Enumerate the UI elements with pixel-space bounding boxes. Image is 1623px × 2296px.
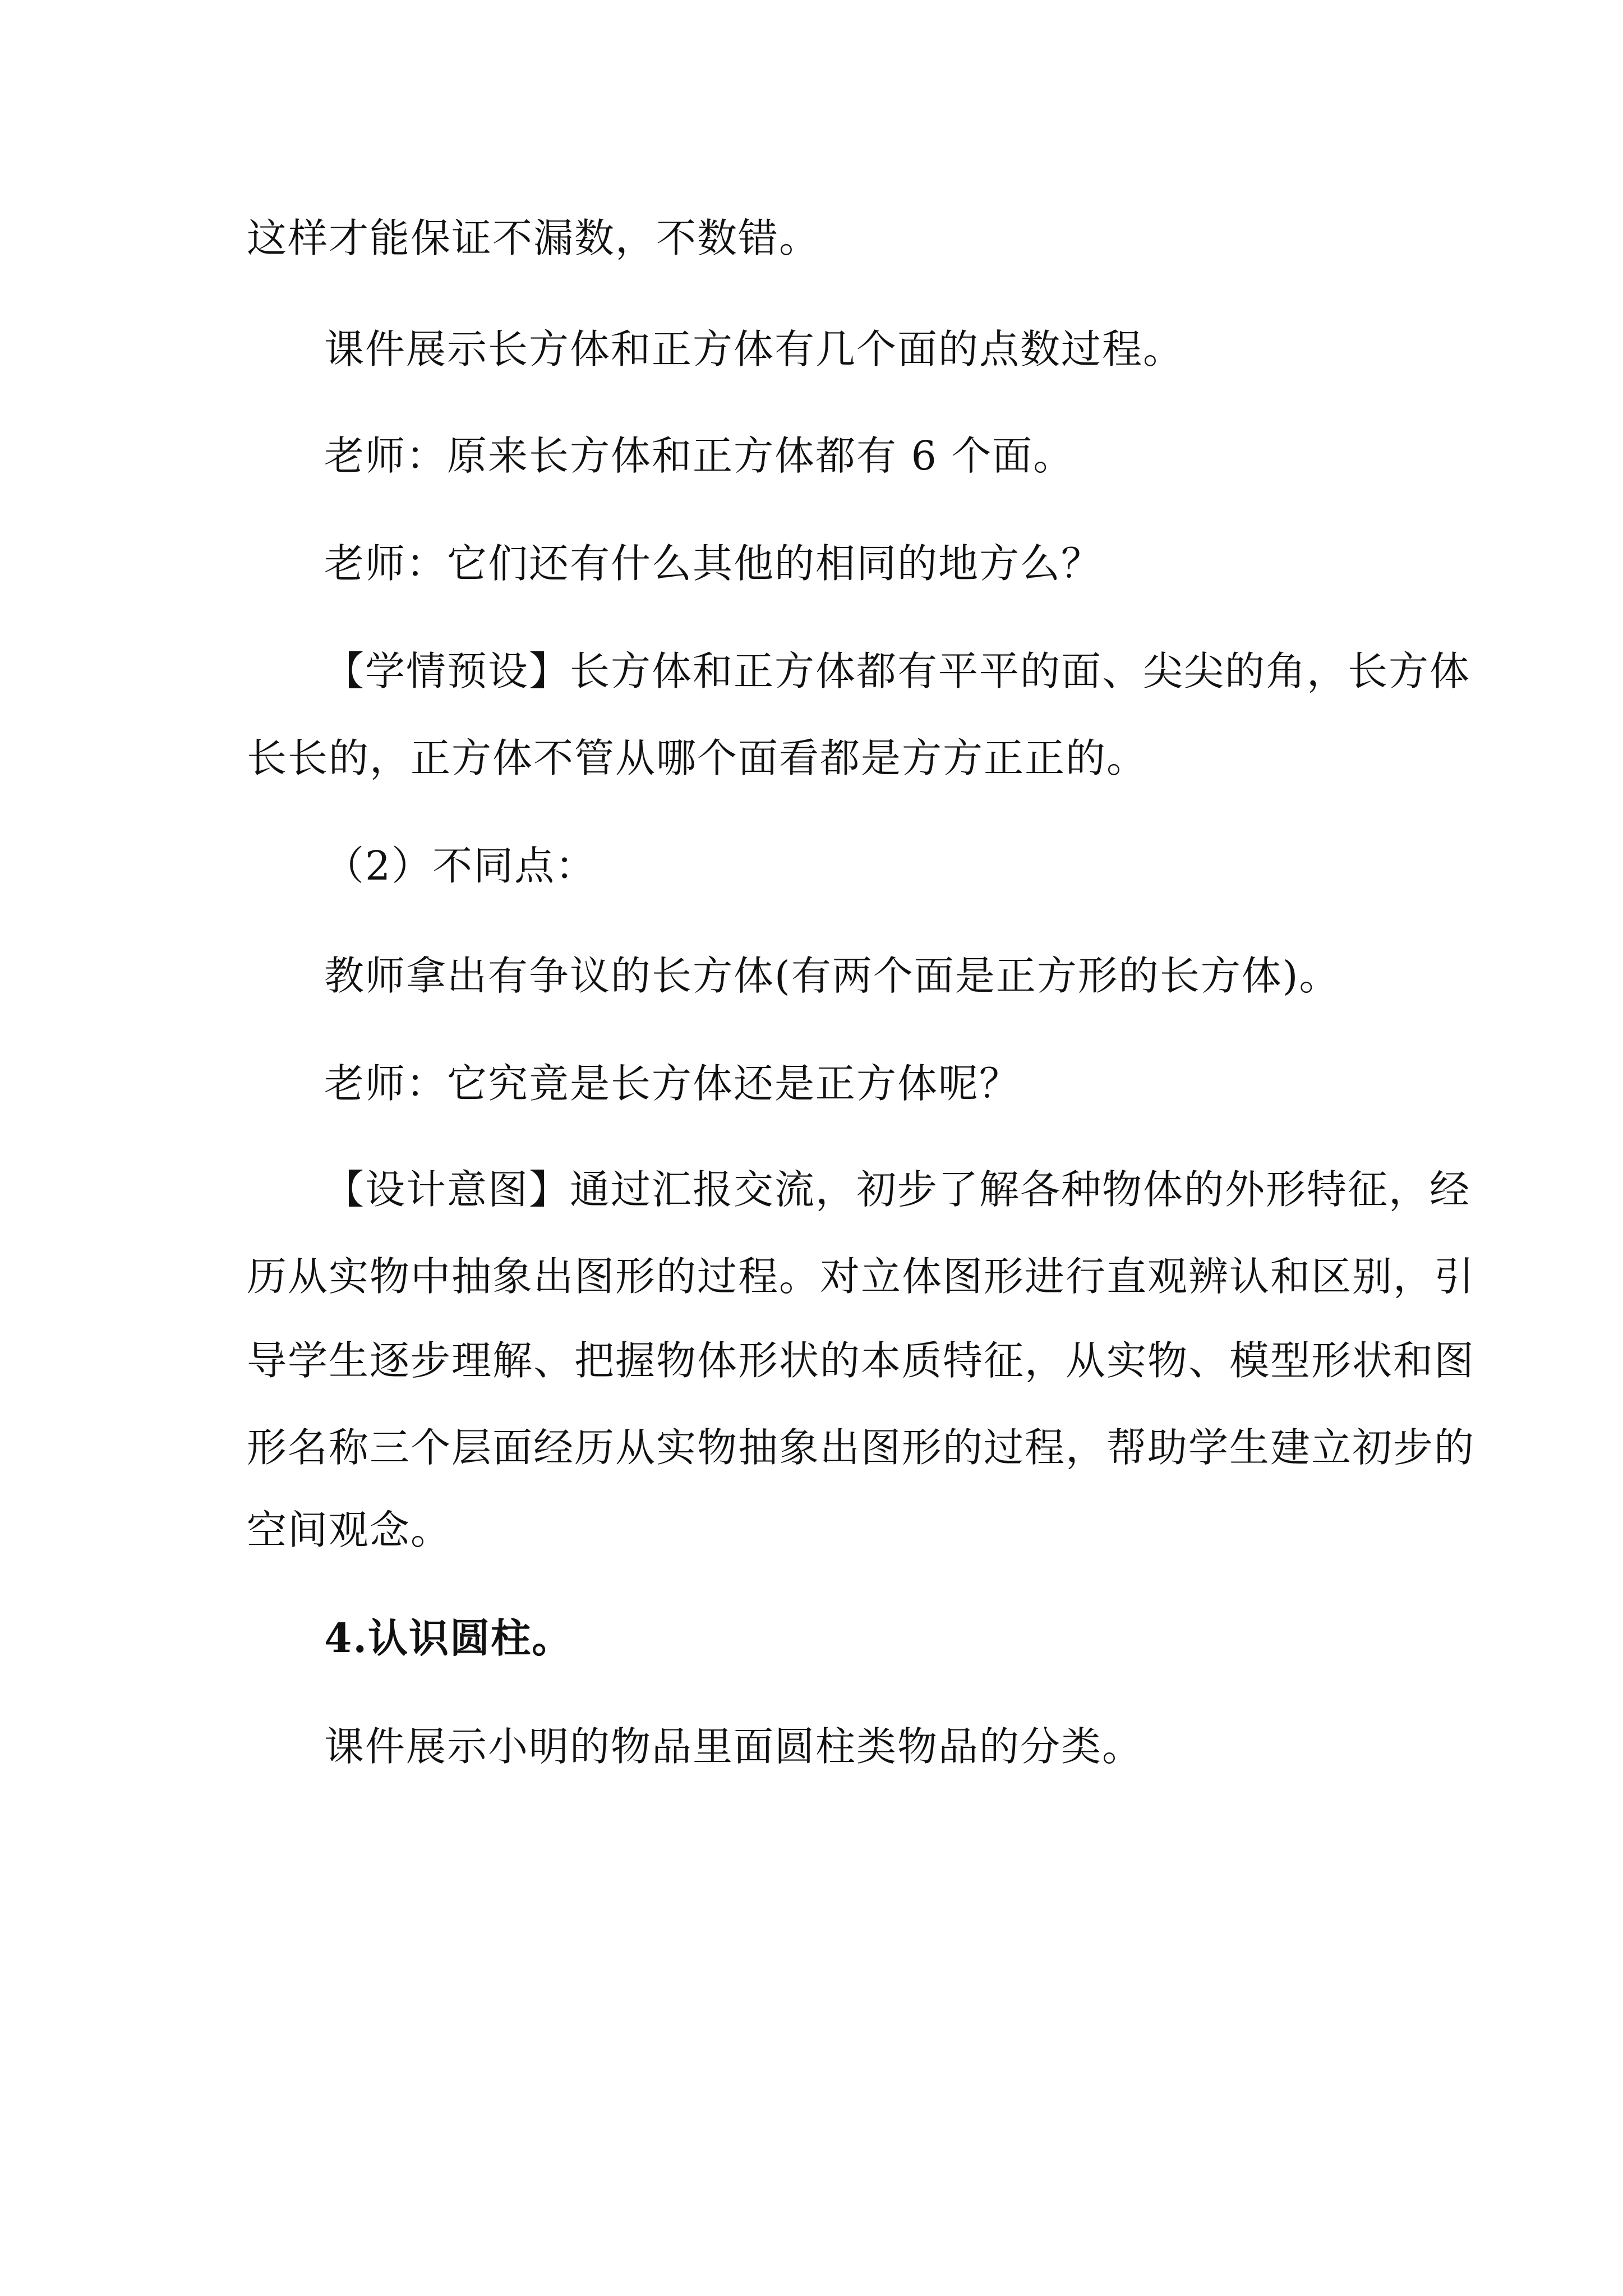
text-line: （2）不同点： xyxy=(324,843,597,889)
text-line: 历从实物中抽象出图形的过程。对立体图形进行直观辨认和区别，引 xyxy=(247,1253,1476,1300)
text-line: 老师：它们还有什么其他的相同的地方么？ xyxy=(324,540,1103,587)
text-line: 教师拿出有争议的长方体(有两个面是正方形的长方体)。 xyxy=(324,953,1340,999)
text-line: 课件展示长方体和正方体有几个面的点数过程。 xyxy=(324,326,1184,372)
text-line: 【设计意图】通过汇报交流，初步了解各种物体的外形特征，经 xyxy=(324,1166,1471,1213)
text-line: 导学生逐步理解、把握物体形状的本质特征，从实物、模型形状和图 xyxy=(247,1337,1476,1384)
text-line: 形名称三个层面经历从实物抽象出图形的过程，帮助学生建立初步的 xyxy=(247,1424,1476,1471)
text-line: 长长的，正方体不管从哪个面看都是方方正正的。 xyxy=(247,735,1148,781)
text-line: 【学情预设】长方体和正方体都有平平的面、尖尖的角，长方体 xyxy=(324,648,1471,694)
section-heading: 4.认识圆柱。 xyxy=(324,1614,573,1662)
text-line: 空间观念。 xyxy=(247,1507,452,1553)
text-line: 老师：原来长方体和正方体都有 6 个面。 xyxy=(324,432,1075,479)
text-line: 这样才能保证不漏数，不数错。 xyxy=(247,215,820,261)
text-line: 课件展示小明的物品里面圆柱类物品的分类。 xyxy=(324,1723,1144,1770)
text-line: 老师：它究竟是长方体还是正方体呢？ xyxy=(324,1060,1021,1107)
